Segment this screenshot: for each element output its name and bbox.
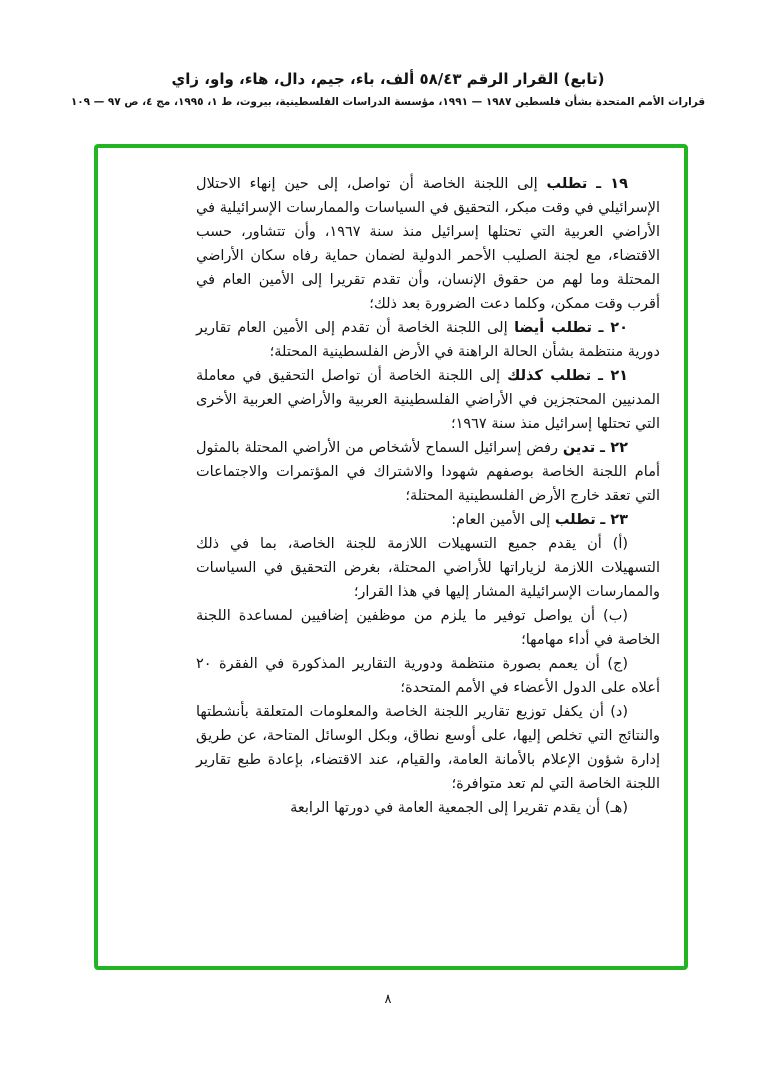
resolution-title: (تابع) القرار الرقم ٥٨/٤٣ ألف، باء، جيم، دال، هاء، واو، زاي — [171, 70, 605, 88]
page-number: ٨ — [384, 992, 392, 1007]
page-header — [0, 70, 776, 108]
subparagraph-a — [196, 532, 660, 604]
operative-verb: تطلب — [554, 512, 596, 528]
content-border-box — [94, 144, 688, 970]
paragraph-20 — [196, 316, 660, 364]
paragraph-number: ١٩ ـ — [596, 176, 628, 192]
paragraph-text: إلى اللجنة الخاصة أن تواصل، إلى حين إنهاء الاحتلال الإسرائيلي في وقت مبكر، التحقيق في السياسات والممارسات الإسرائيلية في الأراضي العربية التي تحتلها إسرائيل منذ سنة ١٩٦٧، وأن تتشاور، حسب الاقتضاء، مع لجنة الصليب الأحمر الدولية لضمان حماية رفاه سكان الأراضي المحتلة وما لهم من حقوق الإنسان، وأن تقدم تقريرا إلى الأمين العام في أقرب وقت ممكن، وكلما دعت الضرورة بعد ذلك؛ — [196, 176, 660, 312]
subparagraph-marker: (ج) — [607, 656, 628, 672]
resolution-text — [196, 172, 660, 820]
subparagraph-b — [196, 604, 660, 652]
paragraph-text: إلى اللجنة الخاصة أن تواصل التحقيق في معاملة المدنيين المحتجزين في الأراضي الفلسطينية العربية والأراضي العربية الأخرى التي تحتلها إسرائيل منذ سنة ١٩٦٧؛ — [196, 368, 660, 432]
paragraph-23 — [196, 508, 660, 532]
subparagraph-text: أن يقدم تقريرا إلى الجمعية العامة في دورتها الرابعة — [290, 800, 601, 816]
subparagraph-c — [196, 652, 660, 700]
subparagraph-marker: (ب) — [603, 608, 628, 624]
subparagraph-d — [196, 700, 660, 796]
subparagraph-marker: (هـ) — [604, 800, 628, 816]
subparagraph-marker: (د) — [610, 704, 628, 720]
subparagraph-e — [196, 796, 660, 820]
paragraph-22 — [196, 436, 660, 508]
subparagraph-text: أن يكفل توزيع تقارير اللجنة الخاصة والمعلومات المتعلقة بأنشطتها والنتائج التي تخلص إليها، على أوسع نطاق، وبكل الوسائل المتاحة، عن طريق إدارة شؤون الإعلام بالأمانة العامة، والقيام، عند الاقتضاء، بإعادة طبع تقارير اللجنة الخاصة التي لم تعد متوافرة؛ — [196, 704, 660, 792]
subparagraph-text: أن يقدم جميع التسهيلات اللازمة للجنة الخاصة، بما في ذلك التسهيلات اللازمة لزياراتها للأراضي المحتلة، بغرض التحقيق في السياسات والممارسات الإسرائيلية المشار إليها في هذا القرار؛ — [196, 536, 660, 600]
operative-verb: تطلب — [546, 176, 588, 192]
paragraph-text: رفض إسرائيل السماح لأشخاص من الأراضي المحتلة بالمثول أمام اللجنة الخاصة بوصفهم شهودا والاشتراك في المؤتمرات والاجتماعات التي تعقد خارج الأرض الفلسطينية المحتلة؛ — [196, 440, 660, 504]
paragraph-19 — [196, 172, 660, 316]
source-citation: قرارات الأمم المتحدة بشأن فلسطين ١٩٨٧ — ١٩٩١، مؤسسة الدراسات الفلسطينية، بيروت، ط ١، ١٩٩٥، مج ٤، ص ٩٧ — ١٠٩ — [70, 96, 706, 108]
paragraph-number: ٢٢ ـ — [600, 440, 628, 456]
paragraph-text: إلى اللجنة الخاصة أن تقدم إلى الأمين العام تقارير دورية منتظمة بشأن الحالة الراهنة في الأرض الفلسطينية المحتلة؛ — [196, 320, 660, 360]
operative-verb: تدين — [562, 440, 596, 456]
paragraph-text: إلى الأمين العام: — [451, 512, 551, 528]
operative-verb: تطلب أيضا — [514, 320, 592, 336]
subparagraph-text: أن يعمم بصورة منتظمة ودورية التقارير المذكورة في الفقرة ٢٠ أعلاه على الدول الأعضاء في الأمم المتحدة؛ — [196, 656, 660, 696]
paragraph-number: ٢١ ـ — [597, 368, 629, 384]
paragraph-number: ٢٠ ـ — [598, 320, 628, 336]
paragraph-21 — [196, 364, 660, 436]
subparagraph-marker: (أ) — [612, 536, 629, 552]
operative-verb: تطلب كذلك — [507, 368, 592, 384]
subparagraph-text: أن يواصل توفير ما يلزم من موظفين إضافيين لمساعدة اللجنة الخاصة في أداء مهامها؛ — [196, 608, 660, 648]
paragraph-number: ٢٣ ـ — [600, 512, 628, 528]
